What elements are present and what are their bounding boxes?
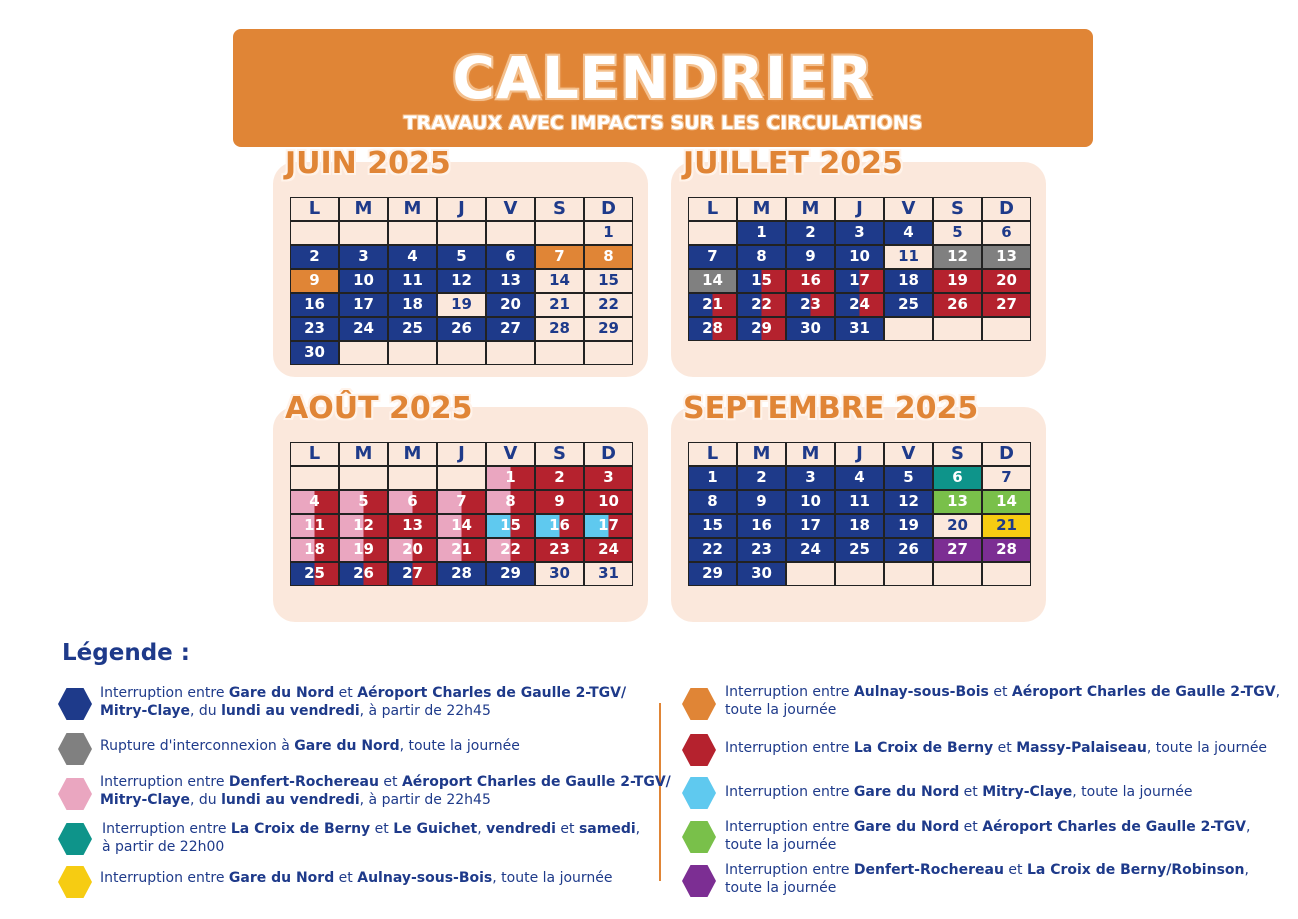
day-cell: 7 [688,245,737,269]
legend-segment: et [555,821,579,837]
legend-station: La Croix de Berny [853,740,994,756]
legend-line [725,818,1250,836]
day-cell [388,341,437,365]
day-cell: 4 [388,245,437,269]
day-cell: 11 [884,245,933,269]
day-cell [688,221,737,245]
day-cell: 21 [437,538,486,562]
day-cell: 24 [835,293,884,317]
day-cell [982,317,1031,341]
weekday-header: L [688,442,737,466]
day-cell: 1 [584,221,633,245]
day-cell: 23 [786,293,835,317]
legend-hexagon-icon [58,865,92,899]
weekday-header: M [737,442,786,466]
day-cell: 16 [737,514,786,538]
day-cell [339,466,388,490]
legend-hexagon-icon [682,733,716,767]
day-cell [535,341,584,365]
month-title: JUIN 2025 [285,146,451,181]
day-cell: 4 [884,221,933,245]
legend-station: Massy-Palaiseau [1016,740,1147,756]
day-cell: 3 [835,221,884,245]
day-cell: 18 [388,293,437,317]
legend-segment: et [959,784,983,800]
day-cell: 18 [835,514,884,538]
day-cell: 27 [933,538,982,562]
day-cell [437,466,486,490]
legend-hexagon-icon [58,732,92,766]
day-cell: 23 [737,538,786,562]
day-cell: 23 [535,538,584,562]
day-cell: 29 [737,317,786,341]
day-cell: 12 [437,269,486,293]
day-cell [486,341,535,365]
day-cell: 21 [535,293,584,317]
day-cell: 22 [584,293,633,317]
legend-station: Denfert-Rochereau [228,774,379,790]
weekday-header: M [388,442,437,466]
day-cell: 17 [584,514,633,538]
legend-item-text [100,737,520,755]
day-cell: 22 [688,538,737,562]
day-cell: 1 [688,466,737,490]
day-cell: 2 [786,221,835,245]
weekday-header: L [290,197,339,221]
legend-station: Le Guichet [393,821,478,837]
weekday-header: J [437,197,486,221]
weekday-header: S [535,197,584,221]
legend-segment: , à partir de 22h45 [359,703,491,719]
legend-line [100,791,671,809]
weekday-header: M [388,197,437,221]
day-cell: 21 [982,514,1031,538]
day-cell: 2 [290,245,339,269]
legend-segment: Interruption entre [100,685,229,701]
legend-segment: Interruption entre [102,821,231,837]
day-cell: 22 [486,538,535,562]
day-cell: 14 [982,490,1031,514]
legend-station: Mitry-Claye [100,703,190,719]
day-cell: 19 [933,269,982,293]
day-cell: 21 [688,293,737,317]
day-cell [388,466,437,490]
legend-line [725,836,1250,854]
legend-station: Mitry-Claye [982,784,1073,800]
day-cell: 18 [884,269,933,293]
day-cell: 7 [437,490,486,514]
weekday-header: S [933,442,982,466]
day-cell: 30 [737,562,786,586]
month-august-2025 [273,391,648,622]
page-title: CALENDRIER [452,44,874,112]
weekday-header: V [884,197,933,221]
legend-segment: , toute la journée [1072,784,1193,800]
legend-item-text [725,861,1249,897]
legend-segment: Interruption entre [100,774,229,790]
legend-line [725,739,1267,757]
month-title: AOÛT 2025 [285,391,473,426]
day-cell: 15 [688,514,737,538]
legend-segment: , [477,821,487,837]
day-cell: 11 [835,490,884,514]
legend-segment: et [988,684,1012,700]
day-cell [437,221,486,245]
weekday-header: J [437,442,486,466]
day-cell: 20 [933,514,982,538]
legend-segment: Interruption entre [725,784,854,800]
legend-line [100,702,626,720]
day-cell: 2 [737,466,786,490]
day-cell: 9 [786,245,835,269]
legend-title: Légende : [62,640,190,666]
legend-segment: , [635,821,641,837]
legend-item-text [725,783,1192,801]
day-cell [437,341,486,365]
weekday-header: D [982,197,1031,221]
legend-segment: , à partir de 22h45 [359,792,491,808]
day-cell: 24 [339,317,388,341]
weekday-header: M [786,197,835,221]
day-cell: 22 [737,293,786,317]
day-cell [290,221,339,245]
day-cell: 5 [437,245,486,269]
day-cell: 12 [339,514,388,538]
legend-line [725,783,1192,801]
day-cell: 25 [835,538,884,562]
legend-hexagon-icon [682,776,716,810]
legend-station: Aulnay-sous-Bois [853,684,989,700]
legend-segment: Interruption entre [725,819,854,835]
day-cell: 31 [584,562,633,586]
weekday-header: L [688,197,737,221]
legend-hexagon-icon [682,820,716,854]
day-cell: 7 [982,466,1031,490]
legend-station: La Croix de Berny [230,821,371,837]
legend-line [725,879,1249,897]
day-cell: 15 [584,269,633,293]
day-cell: 27 [982,293,1031,317]
legend-line [725,861,1249,879]
legend-hexagon-icon [682,864,716,898]
day-cell: 26 [339,562,388,586]
day-cell: 5 [933,221,982,245]
legend-item-text [100,684,626,720]
day-cell: 3 [786,466,835,490]
legend-segment: à partir de 22h00 [102,839,225,855]
day-cell: 20 [388,538,437,562]
header-banner [233,29,1093,147]
legend-station: Aéroport Charles de Gaulle 2-TGV [982,819,1246,835]
legend-line [725,683,1280,701]
month-july-2025 [671,146,1046,377]
day-cell: 25 [884,293,933,317]
legend-segment: et [334,685,358,701]
page-subtitle: TRAVAUX AVEC IMPACTS SUR LES CIRCULATIONS [403,112,923,134]
day-cell: 19 [884,514,933,538]
legend-segment: Rupture d'interconnexion à [100,738,295,754]
day-cell [584,341,633,365]
day-cell [486,221,535,245]
day-cell: 6 [933,466,982,490]
legend-line [102,838,640,856]
day-cell: 15 [486,514,535,538]
day-cell: 8 [486,490,535,514]
day-cell: 8 [688,490,737,514]
day-cell: 6 [388,490,437,514]
day-cell: 15 [737,269,786,293]
day-cell: 26 [437,317,486,341]
legend-segment: , [1245,819,1251,835]
legend-segment: , [1244,862,1249,878]
day-cell [535,221,584,245]
day-cell: 28 [982,538,1031,562]
day-cell: 10 [786,490,835,514]
legend-segment: et [370,821,394,837]
legend-line [100,869,613,887]
legend-hexagon-icon [58,822,92,856]
month-june-2025 [273,146,648,377]
weekday-header: D [584,197,633,221]
legend-segment: Interruption entre [100,870,229,886]
day-cell: 20 [982,269,1031,293]
legend-segment: , [1275,684,1281,700]
day-cell: 10 [584,490,633,514]
day-cell: 26 [884,538,933,562]
day-cell [933,562,982,586]
legend-segment: toute la journée [725,837,837,853]
day-cell: 14 [535,269,584,293]
legend-station: Gare du Nord [294,738,400,754]
day-cell: 31 [835,317,884,341]
day-cell: 27 [486,317,535,341]
legend-station: Gare du Nord [228,870,335,886]
day-cell: 6 [982,221,1031,245]
day-cell [339,341,388,365]
legend-station: lundi au vendredi [221,792,360,808]
legend-segment: et [334,870,358,886]
day-cell [933,317,982,341]
weekday-header: V [884,442,933,466]
weekday-header: D [982,442,1031,466]
legend-station: Gare du Nord [853,819,960,835]
day-cell: 7 [535,245,584,269]
legend-hexagon-icon [682,687,716,721]
day-cell: 30 [290,341,339,365]
weekday-header: M [786,442,835,466]
day-cell: 9 [737,490,786,514]
legend-station: Gare du Nord [853,784,960,800]
legend-item-text [102,820,640,856]
legend-line [102,820,640,838]
legend-item-text [725,818,1250,854]
legend-station: Mitry-Claye [100,792,190,808]
day-cell: 14 [437,514,486,538]
day-cell: 29 [486,562,535,586]
day-cell: 27 [388,562,437,586]
day-cell: 26 [933,293,982,317]
day-cell: 2 [535,466,584,490]
day-cell: 13 [486,269,535,293]
day-cell: 6 [486,245,535,269]
legend-segment: et [993,740,1017,756]
month-september-2025 [671,391,1046,622]
legend-station: Aéroport Charles de Gaulle 2-TGV [1011,684,1276,700]
legend-segment: et [378,774,402,790]
legend-item-text [100,869,613,887]
legend-station: samedi [578,821,636,837]
legend-station: lundi au vendredi [221,703,360,719]
day-cell: 25 [290,562,339,586]
day-cell: 30 [535,562,584,586]
legend-segment: Interruption entre [725,740,854,756]
day-cell: 9 [290,269,339,293]
day-cell [339,221,388,245]
legend-station: Gare du Nord [228,685,335,701]
day-cell: 11 [388,269,437,293]
day-cell: 24 [786,538,835,562]
legend-item-text [725,683,1280,719]
day-cell [835,562,884,586]
day-cell: 29 [584,317,633,341]
legend-segment: , toute la journée [399,738,520,754]
day-cell: 28 [535,317,584,341]
day-cell: 18 [290,538,339,562]
legend-segment: et [1003,862,1027,878]
weekday-header: S [933,197,982,221]
day-cell: 13 [982,245,1031,269]
day-cell: 5 [339,490,388,514]
legend-segment: toute la journée [725,880,837,896]
legend-segment: toute la journée [725,702,837,718]
legend-segment: , toute la journée [1146,740,1268,756]
weekday-header: M [339,197,388,221]
day-cell: 28 [437,562,486,586]
day-cell: 1 [486,466,535,490]
legend-station: vendredi [486,821,556,837]
day-cell: 16 [786,269,835,293]
day-cell: 16 [290,293,339,317]
day-cell: 4 [290,490,339,514]
day-cell [388,221,437,245]
legend-item-text [725,739,1267,757]
day-cell: 19 [437,293,486,317]
weekday-header: J [835,197,884,221]
weekday-header: V [486,442,535,466]
day-cell: 25 [388,317,437,341]
day-cell: 11 [290,514,339,538]
day-cell: 30 [786,317,835,341]
legend-station: Aéroport Charles de Gaulle 2-TGV/ [357,685,627,701]
legend-hexagon-icon [58,777,92,811]
day-cell: 17 [835,269,884,293]
day-cell: 24 [584,538,633,562]
legend-segment: , du [189,703,222,719]
day-cell: 10 [835,245,884,269]
day-cell: 3 [584,466,633,490]
weekday-header: J [835,442,884,466]
day-cell: 4 [835,466,884,490]
day-cell: 12 [933,245,982,269]
day-cell: 20 [486,293,535,317]
legend-hexagon-icon [58,687,92,721]
legend-segment: , toute la journée [492,870,613,886]
month-title: SEPTEMBRE 2025 [683,391,979,426]
legend-station: Aulnay-sous-Bois [357,870,493,886]
day-cell [786,562,835,586]
legend-station: Aéroport Charles de Gaulle 2-TGV/ [401,774,671,790]
legend-station: La Croix de Berny/Robinson [1026,862,1245,878]
legend-line [100,684,626,702]
day-cell: 28 [688,317,737,341]
day-cell: 12 [884,490,933,514]
day-cell: 5 [884,466,933,490]
legend-station: Denfert-Rochereau [853,862,1004,878]
day-cell: 23 [290,317,339,341]
legend-segment: , du [189,792,222,808]
day-cell [884,317,933,341]
day-cell: 17 [339,293,388,317]
weekday-header: L [290,442,339,466]
legend-item-text [100,773,671,809]
day-cell: 9 [535,490,584,514]
day-cell: 14 [688,269,737,293]
legend-line [725,701,1280,719]
legend-line [100,773,671,791]
day-cell: 29 [688,562,737,586]
month-title: JUILLET 2025 [683,146,903,181]
legend-segment: Interruption entre [725,684,854,700]
weekday-header: V [486,197,535,221]
day-cell [290,466,339,490]
weekday-header: D [584,442,633,466]
legend-line [100,737,520,755]
day-cell: 10 [339,269,388,293]
day-cell: 16 [535,514,584,538]
legend-segment: Interruption entre [725,862,854,878]
day-cell: 8 [584,245,633,269]
day-cell: 8 [737,245,786,269]
weekday-header: M [737,197,786,221]
day-cell [982,562,1031,586]
weekday-header: S [535,442,584,466]
day-cell: 13 [388,514,437,538]
day-cell [884,562,933,586]
day-cell: 3 [339,245,388,269]
day-cell: 13 [933,490,982,514]
day-cell: 17 [786,514,835,538]
weekday-header: M [339,442,388,466]
day-cell: 19 [339,538,388,562]
legend-segment: et [959,819,983,835]
day-cell: 1 [737,221,786,245]
